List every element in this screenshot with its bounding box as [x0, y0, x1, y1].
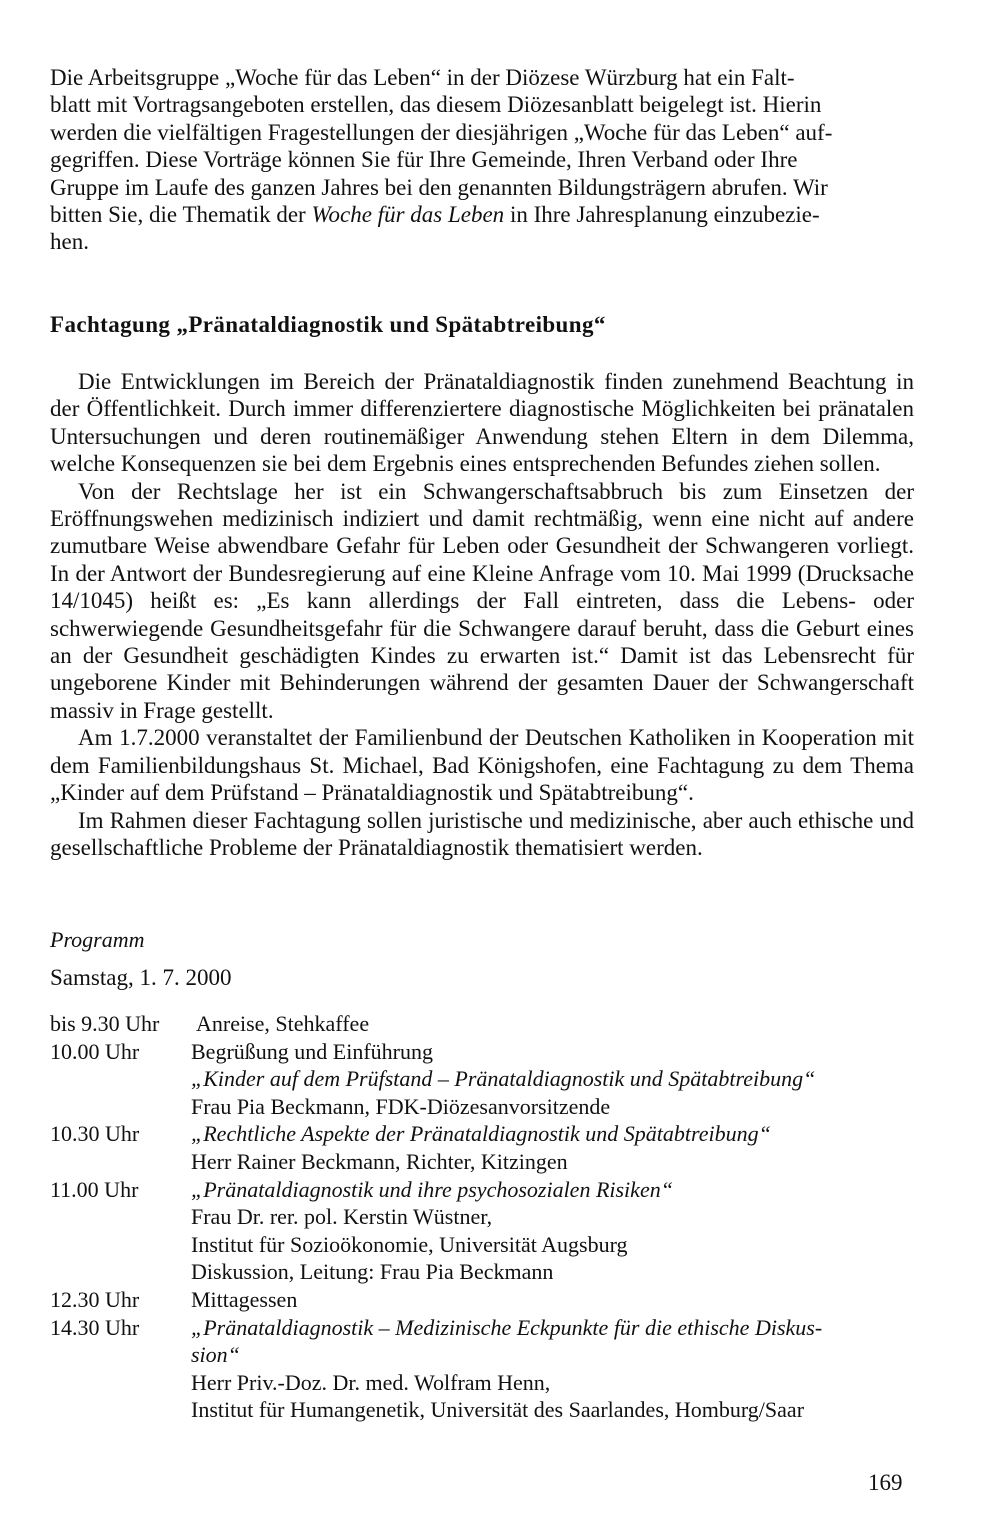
program-item [50, 1176, 914, 1286]
program-item [50, 1010, 914, 1038]
body-paragraph: Die Entwicklungen im Bereich der Pränataldiagnostik finden zunehmend Beachtung in der Öffentlichkeit. Durch immer differenziertere diagnostische Möglichkeiten bei pränatalen Untersuchungen und deren routinemäßiger Anwendung stehen Eltern in dem Dilemma, welche Konsequenzen sie bei dem Ergebnis eines entsprechenden Befundes ziehen sollen. [50, 369, 914, 477]
program-details [191, 1314, 914, 1424]
program-talk-title: „Pränataldiagnostik – Medizinische Eckpunkte für die ethische Diskus- [191, 1314, 823, 1340]
program-detail-line: Begrüßung und Einführung [191, 1038, 433, 1064]
program-time: 12.30 Uhr [50, 1286, 140, 1312]
program-item [50, 1038, 914, 1121]
program-detail-line: Mittagessen [191, 1286, 298, 1312]
program-time: bis 9.30 Uhr [50, 1011, 160, 1036]
program-detail-line: Frau Pia Beckmann, FDK-Diözesanvorsitzende [191, 1093, 611, 1119]
program-time: 11.00 Uhr [50, 1176, 139, 1202]
program-label: Programm [50, 927, 145, 952]
body-paragraph: Von der Rechtslage her ist ein Schwangerschaftsabbruch bis zum Einsetzen der Eröffnungswehen medizinisch indiziert und damit rechtmäßig, wenn eine nicht auf andere zumutbare Weise abwendbare Gefahr für Leben oder Gesundheit der Schwangeren vorliegt. In der Antwort der Bundesregierung auf eine Kleine Anfrage vom 10. Mai 1999 (Drucksache 14/1045) heißt es: „Es kann allerdings der Fall eintreten, dass die Lebens- oder schwerwiegende Gesundheitsgefahr für die Schwangere darauf beruht, dass die Geburt eines an der Gesundheit geschädigten Kindes zu erwarten ist.“ Damit ist das Lebensrecht für ungeborene Kinder mit Behinderungen während der gesamten Dauer der Schwangerschaft massiv in Frage gestellt. [50, 478, 914, 723]
program-detail-line: Diskussion, Leitung: Frau Pia Beckmann [191, 1259, 554, 1285]
body-paragraph: Am 1.7.2000 veranstaltet der Familienbund der Deutschen Katholiken in Kooperation mit dem Familienbildungshaus St. Michael, Bad Königshofen, eine Fachtagung zu dem Thema „Kinder auf dem Prüfstand – Pränataldiagnostik und Spätabtreibung“. [50, 725, 914, 806]
program-talk-title: sion“ [191, 1342, 240, 1368]
program-time: 10.30 Uhr [50, 1121, 140, 1147]
program-time: 10.00 Uhr [50, 1038, 140, 1064]
program-details [191, 1286, 914, 1314]
intro-line [50, 201, 914, 228]
program-details [196, 1010, 914, 1038]
program-item [50, 1120, 914, 1175]
intro-paragraph [50, 64, 914, 256]
section-body [50, 368, 914, 861]
program-details [191, 1176, 914, 1286]
intro-line: Die Arbeitsgruppe „Woche für das Leben“ in der Diözese Würzburg hat ein Falt- [50, 65, 795, 90]
program-details [191, 1038, 914, 1121]
program-item [50, 1286, 914, 1314]
program-item [50, 1314, 914, 1424]
section-heading: Fachtagung „Pränataldiagnostik und Spätabtreibung“ [50, 312, 606, 337]
program-talk-title: „Pränataldiagnostik und ihre psychosozialen Risiken“ [191, 1176, 673, 1202]
intro-line: blatt mit Vortragsangeboten erstellen, das diesem Diözesanblatt beigelegt ist. Hierin [50, 92, 822, 118]
program-details [191, 1120, 914, 1175]
program-detail-line: Institut für Sozioökonomie, Universität Augsburg [191, 1231, 628, 1257]
intro-line: werden die vielfältigen Fragestellungen der diesjährigen „Woche für das Leben“ auf- [50, 119, 833, 145]
program-detail-line: Herr Rainer Beckmann, Richter, Kitzingen [191, 1148, 568, 1174]
page-number: 169 [868, 1470, 903, 1495]
program-detail-line: Anreise, Stehkaffee [196, 1011, 370, 1036]
intro-line: gegriffen. Diese Vorträge können Sie für Ihre Gemeinde, Ihren Verband oder Ihre [50, 147, 798, 173]
intro-line: Gruppe im Laufe des ganzen Jahres bei den genannten Bildungsträgern abrufen. Wir [50, 174, 828, 200]
program-date: Samstag, 1. 7. 2000 [50, 965, 232, 990]
program-detail-line: Frau Dr. rer. pol. Kerstin Wüstner, [191, 1204, 493, 1230]
program-detail-line: Herr Priv.-Doz. Dr. med. Wolfram Henn, [191, 1369, 551, 1395]
program-detail-line: Institut für Humangenetik, Universität des Saarlandes, Homburg/Saar [191, 1397, 805, 1423]
program-time: 14.30 Uhr [50, 1314, 140, 1340]
program-talk-title: „Kinder auf dem Prüfstand – Pränataldiagnostik und Spätabtreibung“ [191, 1066, 816, 1092]
intro-line: hen. [50, 229, 89, 255]
program-talk-title: „Rechtliche Aspekte der Pränataldiagnostik und Spätabtreibung“ [191, 1121, 771, 1147]
intro-text: bitten Sie, die Thematik der [50, 202, 312, 228]
body-paragraph: Im Rahmen dieser Fachtagung sollen juristische und medizinische, aber auch ethische und gesellschaftliche Probleme der Pränataldiagnostik thematisiert werden. [50, 807, 914, 860]
intro-text: in Ihre Jahresplanung einzubezie- [504, 202, 820, 228]
program-schedule [50, 1010, 914, 1424]
intro-italic-title: Woche für das Leben [311, 202, 505, 228]
